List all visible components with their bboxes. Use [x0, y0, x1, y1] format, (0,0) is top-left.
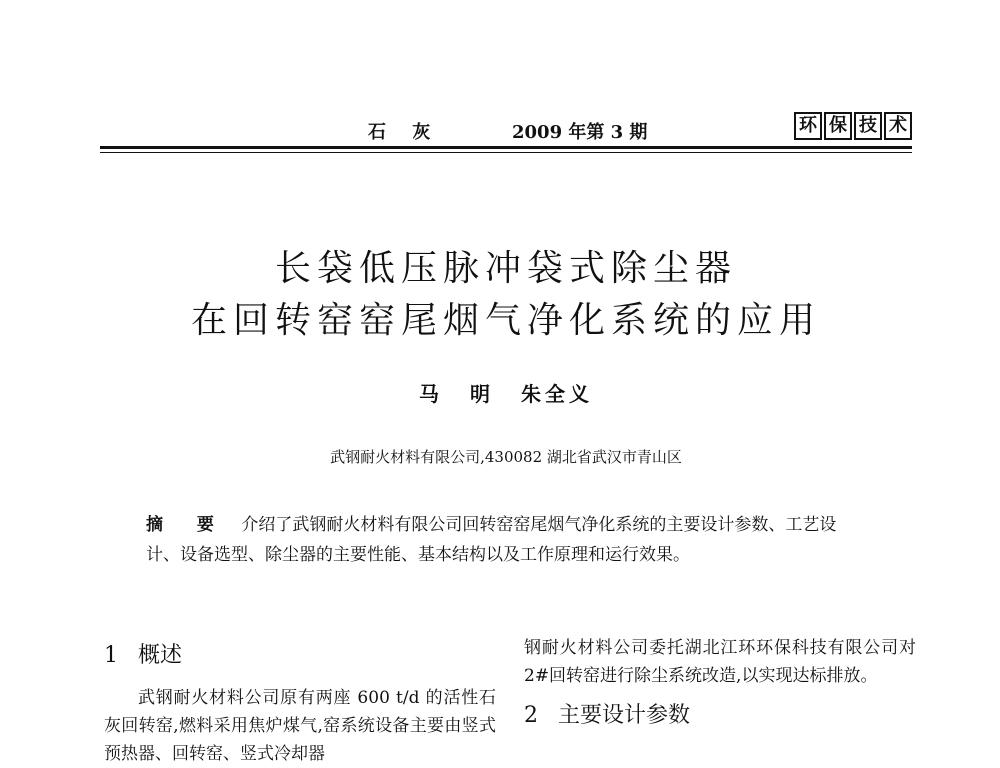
authors: 马 明 朱全义 — [419, 382, 593, 406]
journal-name: 石 灰 — [368, 122, 441, 143]
section-heading-design-parameters — [524, 700, 916, 732]
affiliation: 武钢耐火材料有限公司,430082 湖北省武汉市青山区 — [330, 448, 682, 466]
paper-title-line-2: 在回转窑窑尾烟气净化系统的应用 — [190, 300, 821, 341]
issue-number: 2009 年第 3 期 — [512, 122, 648, 143]
section-tag-char: 环 — [794, 112, 822, 140]
header-rule-thin — [100, 152, 912, 153]
paper-title-line-1: 长袋低压脉冲袋式除尘器 — [274, 248, 737, 289]
abstract — [146, 510, 866, 570]
section-number: 1 — [104, 643, 118, 668]
section-number: 2 — [524, 703, 538, 728]
section-tag-char: 技 — [854, 112, 882, 140]
section-tag-char: 保 — [824, 112, 852, 140]
left-column — [104, 640, 496, 768]
section-tag-char: 术 — [884, 112, 912, 140]
header-rule-thick — [100, 146, 912, 149]
body-paragraph: 武钢耐火材料公司原有两座 600 t/d 的活性石灰回转窑,燃料采用焦炉煤气,窑系统设备主要由竖式预热器、回转窑、竖式冷却器 — [104, 688, 496, 764]
section-tag — [794, 112, 912, 140]
abstract-text: 介绍了武钢耐火材料有限公司回转窑窑尾烟气净化系统的主要设计参数、工艺设计、设备选型、除尘器的主要性能、基本结构以及工作原理和运行效果。 — [146, 515, 837, 565]
section-heading-overview — [104, 640, 496, 672]
abstract-label: 摘 要 — [146, 515, 228, 535]
body-paragraph-continued: 钢耐火材料公司委托湖北江环环保科技有限公司对 2#回转窑进行除尘系统改造,以实现达标排放。 — [524, 638, 916, 686]
running-header — [100, 112, 912, 142]
section-title: 主要设计参数 — [558, 703, 691, 728]
section-title: 概述 — [138, 643, 183, 668]
right-column — [524, 634, 916, 744]
